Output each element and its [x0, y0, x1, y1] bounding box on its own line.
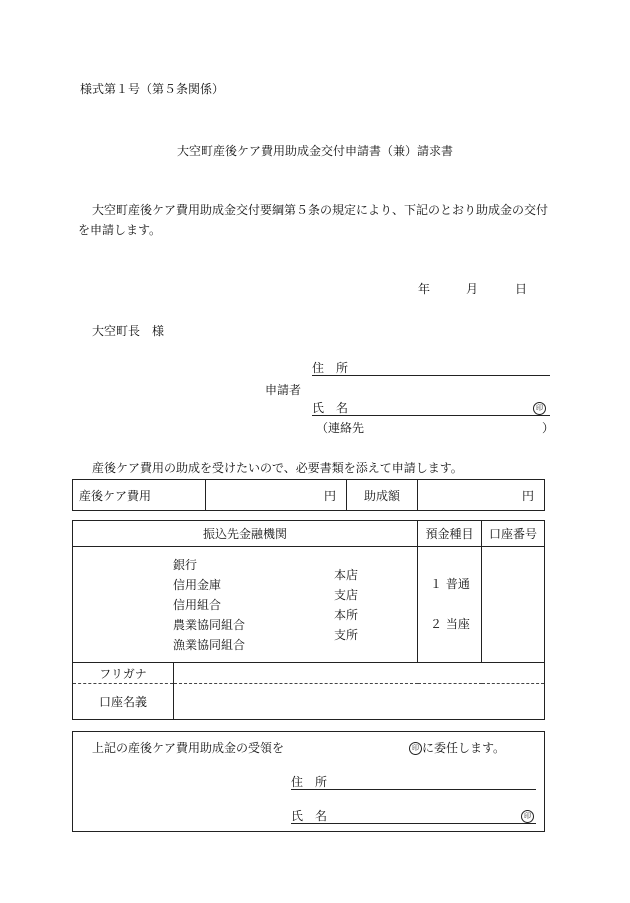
- intro-text-line2: を申請します。: [78, 223, 162, 237]
- request-sentence: 産後ケア費用の助成を受けたいので、必要書類を添えて申請します。: [92, 461, 463, 475]
- branch-type-option[interactable]: 支所: [334, 628, 359, 642]
- date-year-label: 年: [418, 282, 431, 296]
- subsidy-label: 助成額: [347, 480, 418, 511]
- contact-open: （連絡先: [316, 421, 365, 435]
- account-holder-label: 口座名義: [73, 684, 174, 720]
- account-number-header: 口座番号: [482, 521, 545, 547]
- delegate-address-label: 住 所: [291, 775, 328, 789]
- bank-table: [72, 520, 545, 720]
- account-holder-field[interactable]: [174, 684, 545, 720]
- delegate-address-field[interactable]: [291, 776, 536, 790]
- care-cost-unit: 円: [323, 488, 336, 503]
- furigana-field[interactable]: [174, 663, 545, 684]
- institution-type-option[interactable]: 信用金庫: [173, 578, 222, 592]
- intro-text-line1: 大空町産後ケア費用助成金交付要綱第５条の規定により、下記のとおり助成金の交付: [92, 203, 549, 217]
- care-cost-label: 産後ケア費用: [73, 480, 206, 511]
- document-title: 大空町産後ケア費用助成金交付申請書（兼）請求書: [176, 144, 453, 158]
- care-cost-field[interactable]: [206, 480, 347, 511]
- account-number-field[interactable]: [482, 547, 545, 663]
- subsidy-field[interactable]: [418, 480, 545, 511]
- institution-type-option[interactable]: 農業協同組合: [173, 618, 246, 632]
- applicant-address-field[interactable]: [312, 362, 550, 376]
- deposit-type-cell: [418, 547, 482, 663]
- bank-institution-cell[interactable]: [73, 547, 418, 663]
- applicant-address-label: 住 所: [312, 361, 349, 375]
- institution-type-option[interactable]: 漁業協同組合: [173, 638, 246, 652]
- contact-close: ）: [542, 421, 555, 435]
- institution-type-option[interactable]: 信用組合: [173, 598, 222, 612]
- deposit-type-option-current[interactable]: ２ 当座: [430, 617, 470, 631]
- applicant-name-label: 氏 名: [312, 401, 349, 415]
- furigana-label: フリガナ: [73, 663, 174, 684]
- form-number: 様式第１号（第５条関係）: [80, 82, 225, 96]
- date-day-label: 日: [515, 282, 528, 296]
- branch-type-option[interactable]: 本所: [334, 608, 359, 622]
- subsidy-unit: 円: [521, 488, 534, 503]
- delegation-sentence-end-group: [409, 742, 505, 755]
- date-month-label: 月: [466, 282, 479, 296]
- branch-type-option[interactable]: 支店: [334, 588, 359, 602]
- branch-type-list: [334, 565, 358, 645]
- seal-mark: 印: [521, 810, 534, 823]
- institution-type-option[interactable]: 銀行: [173, 558, 198, 572]
- delegate-name-label: 氏 名: [291, 809, 328, 823]
- deposit-type-option-ordinary[interactable]: １ 普通: [430, 577, 470, 591]
- branch-type-option[interactable]: 本店: [334, 568, 359, 582]
- applicant-name-field[interactable]: [312, 402, 550, 416]
- deposit-type-header: 預金種目: [418, 521, 482, 547]
- delegation-sentence-start: 上記の産後ケア費用助成金の受領を: [92, 741, 285, 755]
- applicant-label: 申請者: [265, 383, 302, 397]
- seal-mark: 印: [409, 742, 422, 755]
- addressee: 大空町長 様: [92, 324, 165, 338]
- bank-institution-header: 振込先金融機関: [73, 521, 418, 547]
- amounts-table: [72, 479, 545, 511]
- delegate-name-field[interactable]: [291, 810, 536, 824]
- seal-mark: 印: [533, 402, 546, 415]
- institution-type-list: [173, 555, 245, 655]
- delegation-sentence-end: に委任します。: [422, 741, 506, 755]
